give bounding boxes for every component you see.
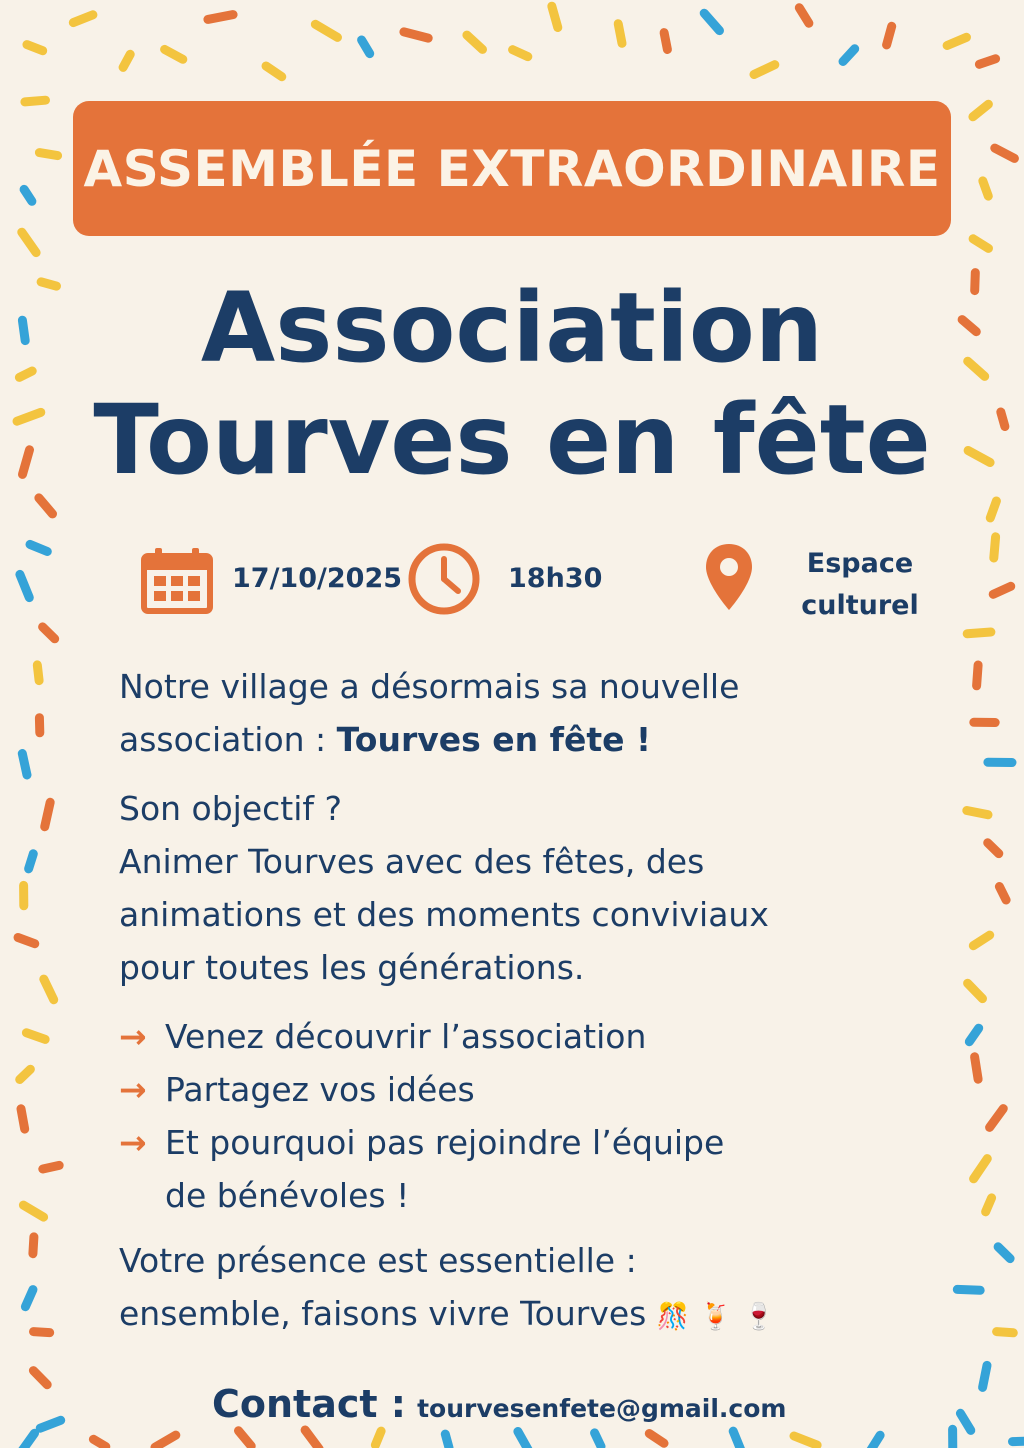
- confetti-sprinkle: [467, 35, 483, 49]
- confetti-emoji-icon: 🎊: [656, 1302, 690, 1332]
- intro-line2: [119, 713, 739, 766]
- confetti-sprinkle: [18, 938, 35, 944]
- confetti-sprinkle: [30, 544, 47, 551]
- list-item: [119, 1010, 724, 1063]
- intro-paragraph: [119, 660, 739, 766]
- confetti-sprinkle: [21, 1109, 25, 1129]
- contact-email-link[interactable]: tourvesenfete@gmail.com: [417, 1394, 787, 1423]
- event-place-line1: Espace: [806, 548, 914, 579]
- confetti-sprinkle: [998, 1247, 1010, 1259]
- confetti-sprinkle: [973, 935, 989, 946]
- confetti-sprinkle: [983, 181, 989, 196]
- confetti-sprinkle: [20, 1069, 31, 1079]
- confetti-sprinkle: [445, 1434, 449, 1448]
- confetti-sprinkle: [997, 1332, 1014, 1333]
- confetti-sprinkle: [22, 754, 27, 776]
- intro-association-name: Tourves en fête !: [336, 720, 652, 759]
- event-date: 17/10/2025: [232, 563, 403, 594]
- closing-line2-text: ensemble, faisons vivre Tourves: [119, 1294, 647, 1333]
- event-place: [790, 543, 930, 627]
- arrow-right-icon: →: [119, 1123, 147, 1162]
- bullet-text: Partagez vos idées: [165, 1070, 475, 1109]
- confetti-sprinkle: [266, 66, 282, 77]
- confetti-sprinkle: [518, 1432, 530, 1448]
- confetti-sprinkle: [988, 843, 999, 854]
- confetti-sprinkle: [123, 54, 130, 67]
- confetti-sprinkle: [315, 24, 337, 37]
- bullet-text: Venez découvrir l’association: [165, 1017, 647, 1056]
- confetti-sprinkle: [794, 1436, 817, 1445]
- confetti-sprinkle: [994, 537, 996, 558]
- association-title-line1: Association: [200, 272, 824, 384]
- objective-line: Animer Tourves avec des fêtes, des: [119, 842, 705, 881]
- confetti-sprinkle: [973, 239, 988, 249]
- contact-line: [212, 1382, 786, 1426]
- confetti-sprinkle: [33, 1237, 34, 1254]
- confetti-sprinkle: [45, 802, 51, 826]
- confetti-sprinkle: [305, 1430, 319, 1448]
- confetti-sprinkle: [552, 6, 558, 27]
- intro-line2-prefix: association :: [119, 720, 337, 759]
- wine-glass-emoji-icon: 🍷: [742, 1302, 775, 1332]
- objective-line: animations et des moments conviviaux: [119, 895, 769, 934]
- confetti-sprinkle: [27, 45, 43, 51]
- confetti-sprinkle: [40, 1420, 61, 1428]
- bullet-text: Et pourquoi pas rejoindre l’équipe: [165, 1123, 725, 1162]
- confetti-sprinkle: [995, 148, 1015, 158]
- confetti-sprinkle: [990, 1109, 1004, 1128]
- confetti-sprinkle: [362, 40, 370, 54]
- confetti-sprinkle: [986, 1198, 992, 1212]
- confetti-sprinkle: [799, 8, 809, 24]
- confetti-sprinkle: [239, 1431, 252, 1446]
- confetti-sprinkle: [843, 49, 855, 62]
- confetti-sprinkle: [513, 50, 528, 57]
- confetti-sprinkle: [870, 1435, 880, 1448]
- arrow-right-icon: →: [119, 1070, 147, 1109]
- objective-paragraph: [119, 782, 769, 994]
- confetti-sprinkle: [165, 49, 183, 59]
- confetti-sprinkle: [967, 632, 991, 634]
- confetti-sprinkle: [34, 1332, 50, 1333]
- confetti-sprinkle: [93, 1439, 105, 1446]
- confetti-sprinkle: [23, 1205, 43, 1217]
- bullet-list: [119, 1010, 724, 1222]
- contact-label: Contact :: [212, 1382, 406, 1426]
- confetti-sprinkle: [33, 1371, 47, 1385]
- confetti-sprinkle: [22, 232, 36, 252]
- confetti-sprinkle: [993, 586, 1011, 594]
- confetti-sprinkle: [664, 33, 667, 50]
- confetti-sprinkle: [974, 1159, 988, 1179]
- confetti-sprinkle: [704, 13, 719, 30]
- closing-line2: [119, 1287, 775, 1344]
- location-pin-icon: [703, 542, 755, 612]
- objective-question: Son objectif ?: [119, 789, 343, 828]
- confetti-sprinkle: [43, 1165, 59, 1169]
- list-item: [119, 1063, 724, 1116]
- confetti-sprinkle: [25, 1290, 33, 1307]
- confetti-sprinkle: [155, 1435, 176, 1447]
- bullet-text-continued: de bénévoles !: [165, 1176, 410, 1215]
- confetti-sprinkle: [887, 26, 892, 45]
- confetti-sprinkle: [29, 854, 34, 869]
- confetti-sprinkle: [947, 37, 966, 45]
- objective-line: pour toutes les générations.: [119, 948, 585, 987]
- banner-title: ASSEMBLÉE EXTRAORDINAIRE: [83, 139, 941, 198]
- confetti-sprinkle: [957, 1289, 980, 1290]
- confetti-sprinkle: [990, 501, 996, 518]
- confetti-sprinkle: [999, 887, 1006, 901]
- confetti-sprinkle: [375, 1431, 381, 1445]
- association-title-line2: Tourves en fête: [93, 384, 931, 496]
- confetti-sprinkle: [968, 983, 983, 998]
- intro-line1: Notre village a désormais sa nouvelle: [119, 667, 740, 706]
- event-place-line2: culturel: [801, 590, 919, 621]
- arrow-right-icon: →: [119, 1017, 147, 1056]
- header-banner: [73, 101, 951, 236]
- confetti-sprinkle: [979, 59, 995, 65]
- event-time: 18h30: [508, 563, 603, 594]
- list-item: [119, 1116, 724, 1222]
- confetti-sprinkle: [733, 1431, 741, 1448]
- confetti-sprinkle: [595, 1433, 601, 1447]
- confetti-sprinkle: [39, 498, 53, 514]
- confetti-sprinkle: [975, 1057, 979, 1079]
- confetti-sprinkle: [1013, 1441, 1024, 1442]
- confetti-sprinkle: [37, 665, 39, 681]
- cocktail-emoji-icon: 🍹: [699, 1302, 733, 1332]
- confetti-sprinkle: [618, 24, 622, 44]
- confetti-sprinkle: [208, 15, 233, 20]
- confetti-sprinkle: [404, 32, 428, 38]
- confetti-sprinkle: [44, 979, 54, 1000]
- confetti-sprinkle: [967, 811, 988, 815]
- confetti-sprinkle: [73, 15, 93, 23]
- confetti-sprinkle: [960, 1413, 970, 1430]
- confetti-sprinkle: [754, 65, 775, 75]
- confetti-sprinkle: [969, 1028, 978, 1042]
- confetti-sprinkle: [25, 100, 46, 102]
- confetti-sprinkle: [26, 1033, 45, 1040]
- confetti-sprinkle: [977, 665, 979, 686]
- confetti-sprinkle: [22, 1433, 35, 1448]
- confetti-sprinkle: [43, 627, 55, 639]
- closing-paragraph: [119, 1234, 775, 1344]
- confetti-sprinkle: [973, 104, 989, 117]
- calendar-icon: [141, 546, 213, 614]
- confetti-sprinkle: [20, 574, 29, 597]
- clock-icon: [406, 541, 482, 617]
- closing-line1: Votre présence est essentielle :: [119, 1241, 637, 1280]
- confetti-sprinkle: [39, 153, 57, 156]
- confetti-sprinkle: [983, 1365, 987, 1387]
- confetti-sprinkle: [649, 1434, 664, 1444]
- confetti-sprinkle: [24, 189, 32, 201]
